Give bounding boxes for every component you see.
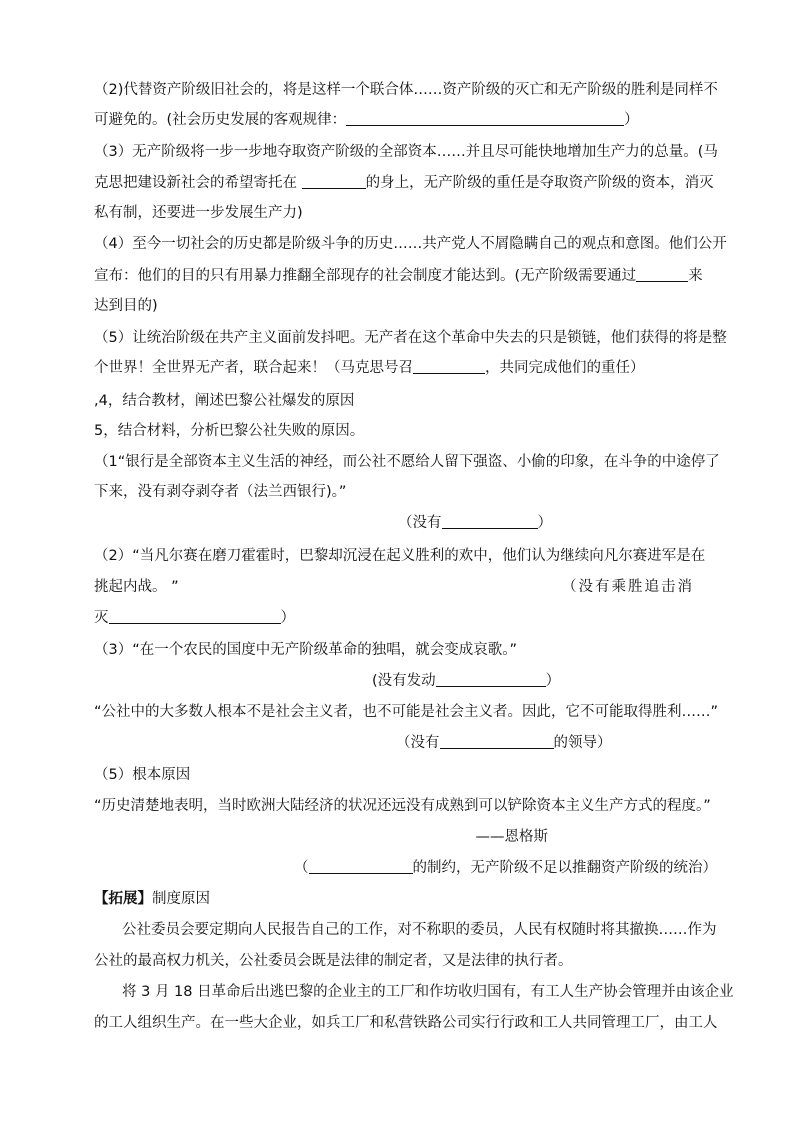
p1-line-1: （1“银行是全部资本主义生活的神经，而公社不愿给人留下强盗、小偷的印象，在斗争的中途停了 bbox=[94, 454, 720, 470]
answer-blank[interactable] bbox=[413, 359, 485, 374]
ext-para1-line-2: 公社的最高权力机关，公社委员会既是法律的制定者，又是法律的执行者。 bbox=[94, 953, 573, 969]
q4-line-2: 宣布：他们的目的只有用暴力推翻全部现存的社会制度才能达到。(无产阶级需要通过 来 bbox=[94, 268, 703, 284]
extension-heading: 【拓展】制度原因 bbox=[94, 891, 210, 907]
q5-line-2: 个世界！全世界无产者，联合起来！（马克思号召 ，共同完成他们的重任） bbox=[94, 360, 645, 376]
item-5: 5，结合材料，分析巴黎公社失败的原因。 bbox=[94, 423, 365, 439]
answer-blank[interactable] bbox=[436, 672, 546, 687]
p3-answer: (没有发动 ） bbox=[372, 673, 561, 689]
p2-line-1: （2）“当凡尔赛在磨刀霍霍时，巴黎却沉浸在起义胜利的欢中，他们认为继续向凡尔赛进军是在 bbox=[94, 548, 706, 564]
answer-blank[interactable] bbox=[440, 734, 554, 749]
q5-line-1: （5）让统治阶级在共产主义面前发抖吧。无产者在这个革命中失去的只是锁链，他们获得的将是整 bbox=[94, 330, 727, 346]
answer-blank[interactable] bbox=[346, 111, 624, 126]
answer-blank[interactable] bbox=[309, 859, 413, 874]
ext-para2-line-1: 将 3 月 18 日革命后出逃巴黎的企业主的工厂和作坊收归国有，有工人生产协会管理并由该企业 bbox=[122, 984, 734, 1000]
q4-line-3: 达到目的) bbox=[94, 298, 158, 314]
q3-line-3: 私有制，还要进一步发展生产力) bbox=[94, 205, 303, 221]
p4-line-1: “公社中的大多数人根本不是社会主义者，也不可能是社会主义者。因此，它不可能取得胜利……” bbox=[94, 704, 719, 720]
answer-blank[interactable] bbox=[636, 267, 688, 282]
q4-line-1: （4）至今一切社会的历史都是阶级斗争的历史……共产党人不屑隐瞒自己的观点和意图。他们公开 bbox=[94, 236, 727, 252]
p5-title: （5）根本原因 bbox=[94, 767, 191, 783]
q2-line-2: 可避免的。(社会历史发展的客观规律： ） bbox=[94, 112, 639, 128]
answer-blank[interactable] bbox=[109, 609, 281, 624]
p5-answer: （ 的制约，无产阶级不足以推翻资产阶级的统治） bbox=[294, 860, 717, 876]
q3-line-1: （3）无产阶级将一步一步地夺取资产阶级的全部资本……并且尽可能快地增加生产力的总量。(马 bbox=[94, 144, 718, 160]
ext-para2-line-2: 的工人组织生产。在一些大企业，如兵工厂和私营铁路公司实行行政和工人共同管理工厂，由工人 bbox=[94, 1015, 718, 1031]
p5-quote: “历史清楚地表明，当时欧洲大陆经济的状况还远没有成熟到可以铲除资本主义生产方式的程度。” bbox=[94, 798, 711, 814]
p2-line-3: 灭 ） bbox=[94, 610, 295, 626]
p2-line-2: 挑起内战。 ” （没有乘胜追击消 bbox=[94, 579, 694, 595]
p4-answer: （没有 的领导） bbox=[396, 735, 612, 751]
q3-line-2: 克思把建设新社会的希望寄托在 的身上，无产阶级的重任是夺取资产阶级的资本，消灭 bbox=[94, 175, 714, 191]
q2-line-1: （2)代替资产阶级旧社会的，将是这样一个联合体……资产阶级的灭亡和无产阶级的胜利是同样不 bbox=[94, 82, 718, 98]
ext-para1-line-1: 公社委员会要定期向人民报告自己的工作，对不称职的委员，人民有权随时将其撤换……作为 bbox=[122, 922, 717, 938]
item-4: ,4，结合教材，阐述巴黎公社爆发的原因 bbox=[94, 393, 355, 409]
p1-line-2: 下来，没有剥夺剥夺者（法兰西银行)。” bbox=[94, 484, 347, 500]
p5-author: ——恩格斯 bbox=[475, 829, 548, 845]
answer-blank[interactable] bbox=[442, 514, 538, 529]
p1-answer: （没有 ） bbox=[398, 515, 552, 531]
p3-line-1: （3）“在一个农民的国度中无产阶级革命的独唱，就会变成哀歌。” bbox=[94, 642, 517, 658]
answer-blank[interactable] bbox=[302, 174, 366, 189]
